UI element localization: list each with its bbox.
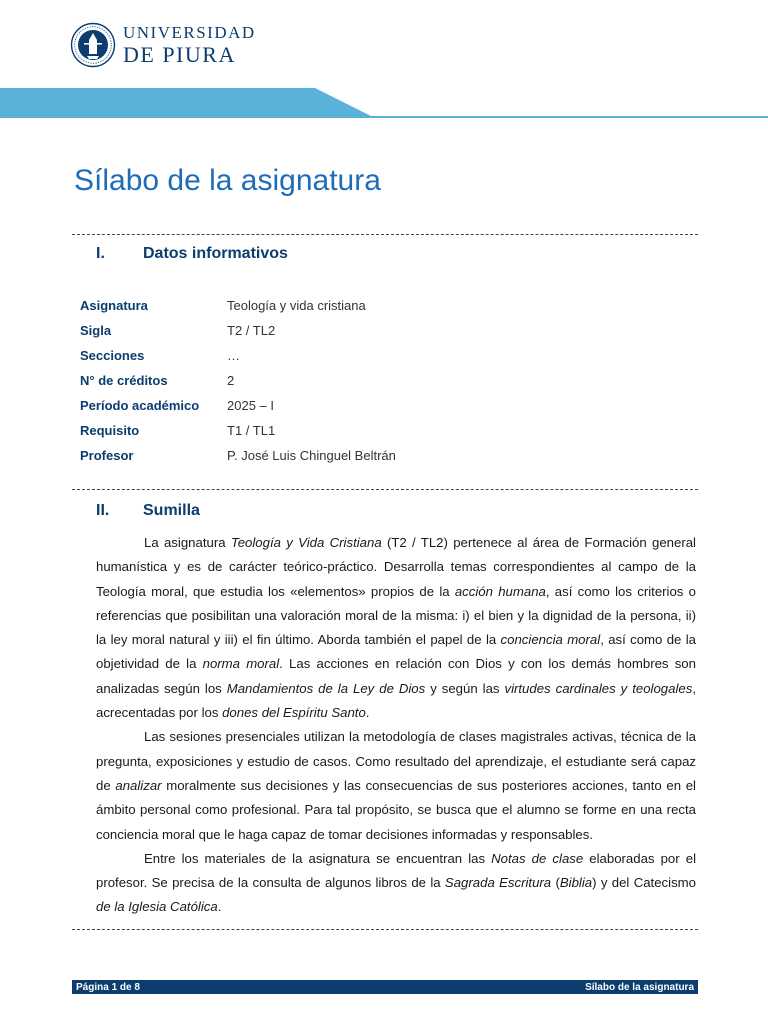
university-wordmark (123, 24, 256, 66)
document-title: Sílabo de la asignatura (74, 164, 381, 197)
header-band (0, 88, 400, 118)
emphasis: dones del Espíritu Santo (222, 705, 366, 721)
info-row-asignatura (80, 293, 396, 318)
info-row-secciones (80, 343, 396, 368)
section-heading-sumilla (96, 502, 200, 520)
section-divider (72, 489, 698, 490)
info-row-sigla (80, 318, 396, 343)
summary-paragraph: Entre los materiales de la asignatura se encuentran las Notas de clase elaboradas por el profesor. Se precisa de la consulta de algunos libros de la Sagrada Escritura (Biblia) y del Catecismo de la Iglesia Católica. (96, 850, 696, 915)
emphasis: Teología y Vida Cristiana (230, 535, 382, 550)
emphasis: Mandamientos de la Ley de Dios (226, 680, 426, 696)
footer-page-number: Página 1 de 8 (76, 981, 140, 993)
info-label: Secciones (80, 348, 145, 363)
info-label: N° de créditos (80, 373, 168, 388)
university-name-line1: UNIVERSIDAD (123, 23, 256, 42)
info-value: P. José Luis Chinguel Beltrán (227, 448, 396, 463)
section-divider (72, 929, 698, 930)
section-number: II. (96, 502, 110, 519)
info-row-requisito (80, 418, 396, 443)
info-value: … (227, 348, 240, 363)
section-heading-datos (96, 245, 288, 263)
emphasis: analizar (115, 777, 162, 793)
emphasis: virtudes cardinales y teologales (504, 680, 693, 696)
info-label: Profesor (80, 448, 134, 463)
header-line (360, 116, 768, 118)
info-label: Período académico (80, 398, 200, 413)
university-name-line2: DE PIURA (123, 42, 236, 67)
page-footer (72, 980, 698, 994)
info-table (80, 293, 396, 468)
info-value: 2025 – I (227, 398, 274, 413)
footer-title: Sílabo de la asignatura (585, 981, 694, 993)
emphasis: conciencia moral (500, 632, 601, 648)
summary-paragraph: La asignatura Teología y Vida Cristiana (T2 / TL2) pertenece al área de Formación general humanística y es de carácter teórico-práctico. Desarrolla temas correspondientes al campo de la Teología moral, que estudia los «elementos» propios de la acción humana, así como los criterios o referencias que posibilitan una valoración moral de la misma: i) el bien y la dignidad de la persona, ii) la ley moral natural y iii) el fin último. Aborda también el papel de la conciencia moral, así como de la objetividad de la norma moral. Las acciones en relación con Dios y con los demás hombres son analizadas según los Mandamientos de la Ley de Dios y según las virtudes cardinales y teologales, acrecentadas por los dones del Espíritu Santo. (96, 535, 697, 721)
info-value: T2 / TL2 (227, 323, 276, 338)
page-header (0, 0, 768, 120)
info-label: Asignatura (80, 298, 148, 313)
university-seal-icon (70, 16, 116, 74)
section-title: Datos informativos (143, 245, 288, 262)
info-label: Sigla (80, 323, 112, 338)
emphasis: Sagrada Escritura (444, 875, 552, 891)
section-title: Sumilla (143, 502, 200, 519)
section-number: I. (96, 245, 105, 262)
info-row-profesor (80, 443, 396, 468)
summary-paragraph: Las sesiones presenciales utilizan la metodología de clases magistrales activas, técnica de la pregunta, exposiciones y estudio de casos. Como resultado del aprendizaje, el estudiante será capaz de analizar moralmente sus decisiones y las consecuencias de sus posteriores acciones, tanto en el ámbito personal como profesional. Para tal propósito, se busca que el alumno se forme en una recta conciencia moral que le haga capaz de tomar decisiones informadas y responsables. (96, 729, 696, 842)
info-value: T1 / TL1 (227, 423, 276, 438)
info-label: Requisito (80, 423, 140, 438)
summary-body (96, 531, 696, 920)
section-divider (72, 234, 698, 235)
info-row-periodo (80, 393, 396, 418)
info-value: Teología y vida cristiana (227, 298, 366, 313)
emphasis: Notas de clase (491, 850, 584, 866)
emphasis: Biblia (559, 875, 593, 891)
info-value: 2 (227, 373, 235, 388)
info-row-creditos (80, 368, 396, 393)
emphasis: acción humana (454, 583, 546, 599)
emphasis: de la Iglesia Católica (96, 899, 218, 915)
emphasis: norma moral (202, 656, 280, 672)
